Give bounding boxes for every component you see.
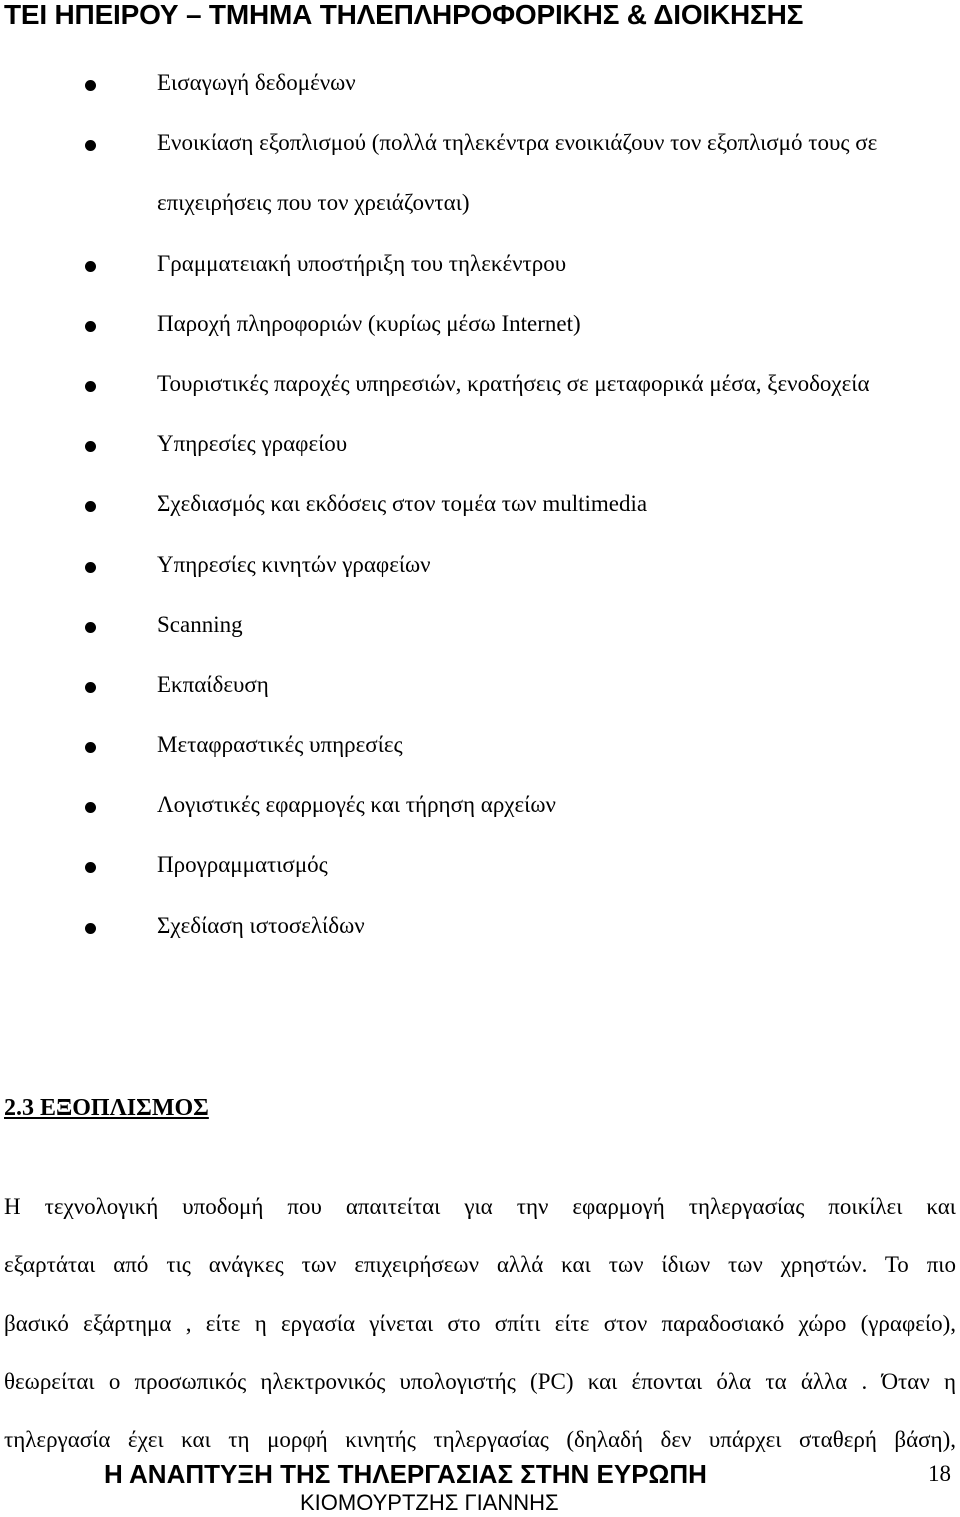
bullet-icon bbox=[85, 682, 96, 693]
list-item-text: Scanning bbox=[157, 611, 243, 637]
bullet-icon bbox=[85, 802, 96, 813]
list-item-text: Εισαγωγή δεδομένων bbox=[157, 70, 356, 95]
list-item bbox=[0, 299, 960, 359]
list-item-text: Ενοικίαση εξοπλισμού (πολλά τηλεκέντρα ενοικιάζουν τον εξοπλισμό τους σε επιχειρήσεις που τον χρειάζονται) bbox=[157, 130, 878, 216]
paragraph-line: θεωρείται ο προσωπικός ηλεκτρονικός υπολογιστής (PC) και έπονται όλα τα άλλα . Όταν η bbox=[4, 1368, 956, 1394]
list-item bbox=[0, 419, 960, 479]
bullet-icon bbox=[85, 742, 96, 753]
page-number: 18 bbox=[928, 1461, 951, 1486]
section-heading: 2.3 ΕΞΟΠΛΙΣΜΟΣ bbox=[4, 1095, 209, 1121]
bullet-icon bbox=[85, 441, 96, 452]
list-item-text: Σχεδίαση ιστοσελίδων bbox=[157, 912, 365, 938]
list-item bbox=[0, 600, 960, 660]
bullet-icon bbox=[85, 261, 96, 272]
services-bullet-list bbox=[0, 58, 960, 961]
list-item bbox=[0, 901, 960, 961]
list-item bbox=[0, 540, 960, 600]
list-item-text: Λογιστικές εφαρμογές και τήρηση αρχείων bbox=[157, 792, 556, 818]
list-item bbox=[0, 58, 960, 118]
bullet-icon bbox=[85, 140, 96, 151]
list-item-text: Σχεδιασμός και εκδόσεις στον τομέα των multimedia bbox=[157, 491, 648, 517]
bullet-icon bbox=[85, 923, 96, 934]
footer-title: Η ΑΝΑΠΤΥΞΗ ΤΗΣ ΤΗΛΕΡΓΑΣΙΑΣ ΣΤΗΝ ΕΥΡΩΠΗ bbox=[104, 1459, 707, 1489]
bullet-icon bbox=[85, 321, 96, 332]
list-item-text: Υπηρεσίες γραφείου bbox=[157, 431, 348, 457]
page-header-title: ΤΕΙ ΗΠΕΙΡΟΥ – ΤΜΗΜΑ ΤΗΛΕΠΛΗΡΟΦΟΡΙΚΗΣ & ΔΙΟΙΚΗΣΗΣ bbox=[4, 0, 804, 30]
list-item-text: Εκπαίδευση bbox=[157, 671, 269, 697]
list-item bbox=[0, 359, 960, 419]
list-item bbox=[0, 239, 960, 299]
paragraph-line: τηλεργασία έχει και τη μορφή κινητής τηλεργασίας (δηλαδή δεν υπάρχει σταθερή βάση), bbox=[4, 1427, 956, 1453]
bullet-icon bbox=[85, 862, 96, 873]
list-item-text: Μεταφραστικές υπηρεσίες bbox=[157, 732, 403, 758]
bullet-icon bbox=[85, 622, 96, 633]
bullet-icon bbox=[85, 381, 96, 392]
list-item-text: Τουριστικές παροχές υπηρεσιών, κρατήσεις σε μεταφορικά μέσα, ξενοδοχεία bbox=[157, 370, 870, 396]
bullet-icon bbox=[85, 562, 96, 573]
footer-author: ΚΙΟΜΟΥΡΤΖΗΣ ΓΙΑΝΝΗΣ bbox=[300, 1490, 559, 1515]
bullet-icon bbox=[85, 80, 96, 91]
paragraph-line: εξαρτάται από τις ανάγκες των επιχειρήσεων αλλά και των ίδιων των χρηστών. Το πιο bbox=[4, 1252, 956, 1278]
list-item-text: Προγραμματισμός bbox=[157, 852, 328, 878]
section-paragraph bbox=[4, 1178, 956, 1469]
list-item bbox=[0, 840, 960, 900]
list-item-text: Υπηρεσίες κινητών γραφείων bbox=[157, 551, 431, 577]
list-item-text: Παροχή πληροφοριών (κυρίως μέσω Internet) bbox=[157, 310, 581, 336]
list-item bbox=[0, 660, 960, 720]
paragraph-line: Η τεχνολογική υποδομή που απαιτείται για την εφαρμογή τηλεργασίας ποικίλει και bbox=[4, 1194, 956, 1219]
list-item bbox=[0, 780, 960, 840]
bullet-icon bbox=[85, 501, 96, 512]
list-item bbox=[0, 479, 960, 539]
paragraph-line: βασικό εξάρτημα , είτε η εργασία γίνεται στο σπίτι είτε στον παραδοσιακό χώρο (γραφείο), bbox=[4, 1310, 956, 1336]
list-item bbox=[0, 118, 960, 238]
list-item bbox=[0, 720, 960, 780]
list-item-text: Γραμματειακή υποστήριξη του τηλεκέντρου bbox=[157, 250, 567, 276]
